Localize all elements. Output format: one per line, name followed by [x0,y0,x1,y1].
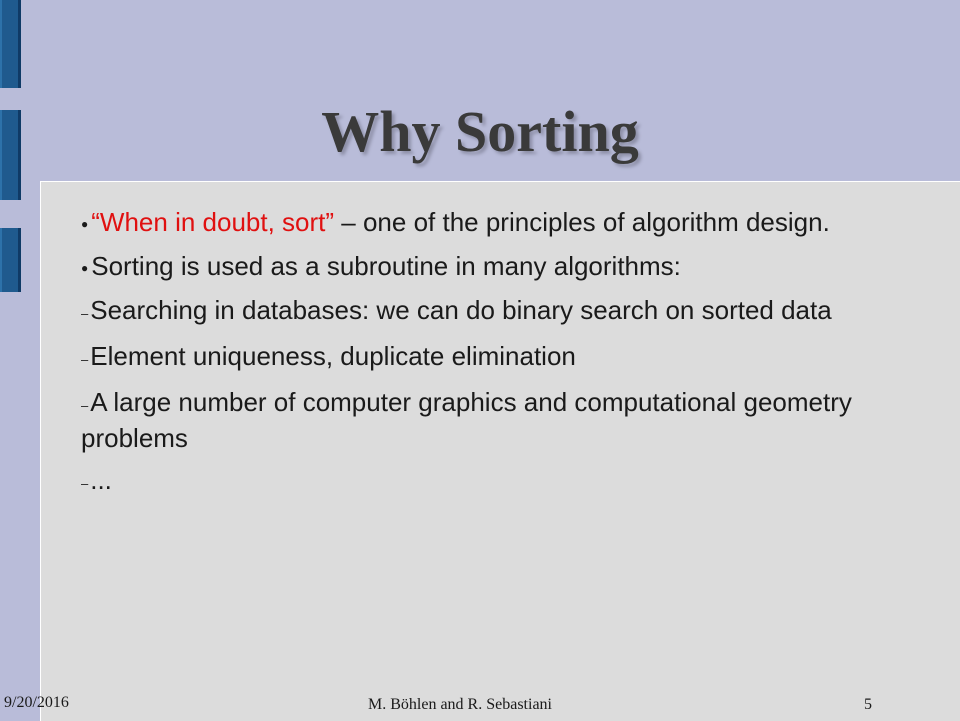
footer-author: M. Böhlen and R. Sebastiani [368,696,552,713]
list-item [81,206,861,240]
dash-icon: – [81,476,89,491]
quote-close: ” [325,207,335,237]
sub-list-item [81,340,861,376]
bullet-list [81,206,861,510]
highlighted-principle: When in doubt, sort [99,207,326,237]
content-panel [40,181,960,721]
sidebar-decoration-bottom [0,228,21,292]
sub-list-item [81,294,861,330]
dash-icon: – [81,352,89,367]
list-item-text: – one of the principles of algorithm design. [334,207,830,237]
list-item-text: Sorting is used as a subroutine in many algorithms: [91,251,681,281]
sub-list-item [81,464,861,500]
dash-icon: – [81,306,89,321]
list-item [81,250,861,284]
page-number: 5 [864,696,872,713]
list-item-text: Searching in databases: we can do binary search on sorted data [90,295,832,325]
quote-open: “ [91,207,100,237]
dash-icon: – [81,398,89,413]
footer-date: 9/20/2016 [4,694,69,711]
sub-list-item [81,386,861,454]
list-item-text: Element uniqueness, duplicate elimination [90,341,576,371]
bullet-icon: ● [81,217,89,231]
slide-title: Why Sorting [321,99,639,164]
list-item-text: A large number of computer graphics and computational geometry problems [81,387,852,453]
list-item-text: ... [90,465,112,495]
bullet-icon: ● [81,261,89,275]
sidebar-decoration-top [0,0,21,88]
